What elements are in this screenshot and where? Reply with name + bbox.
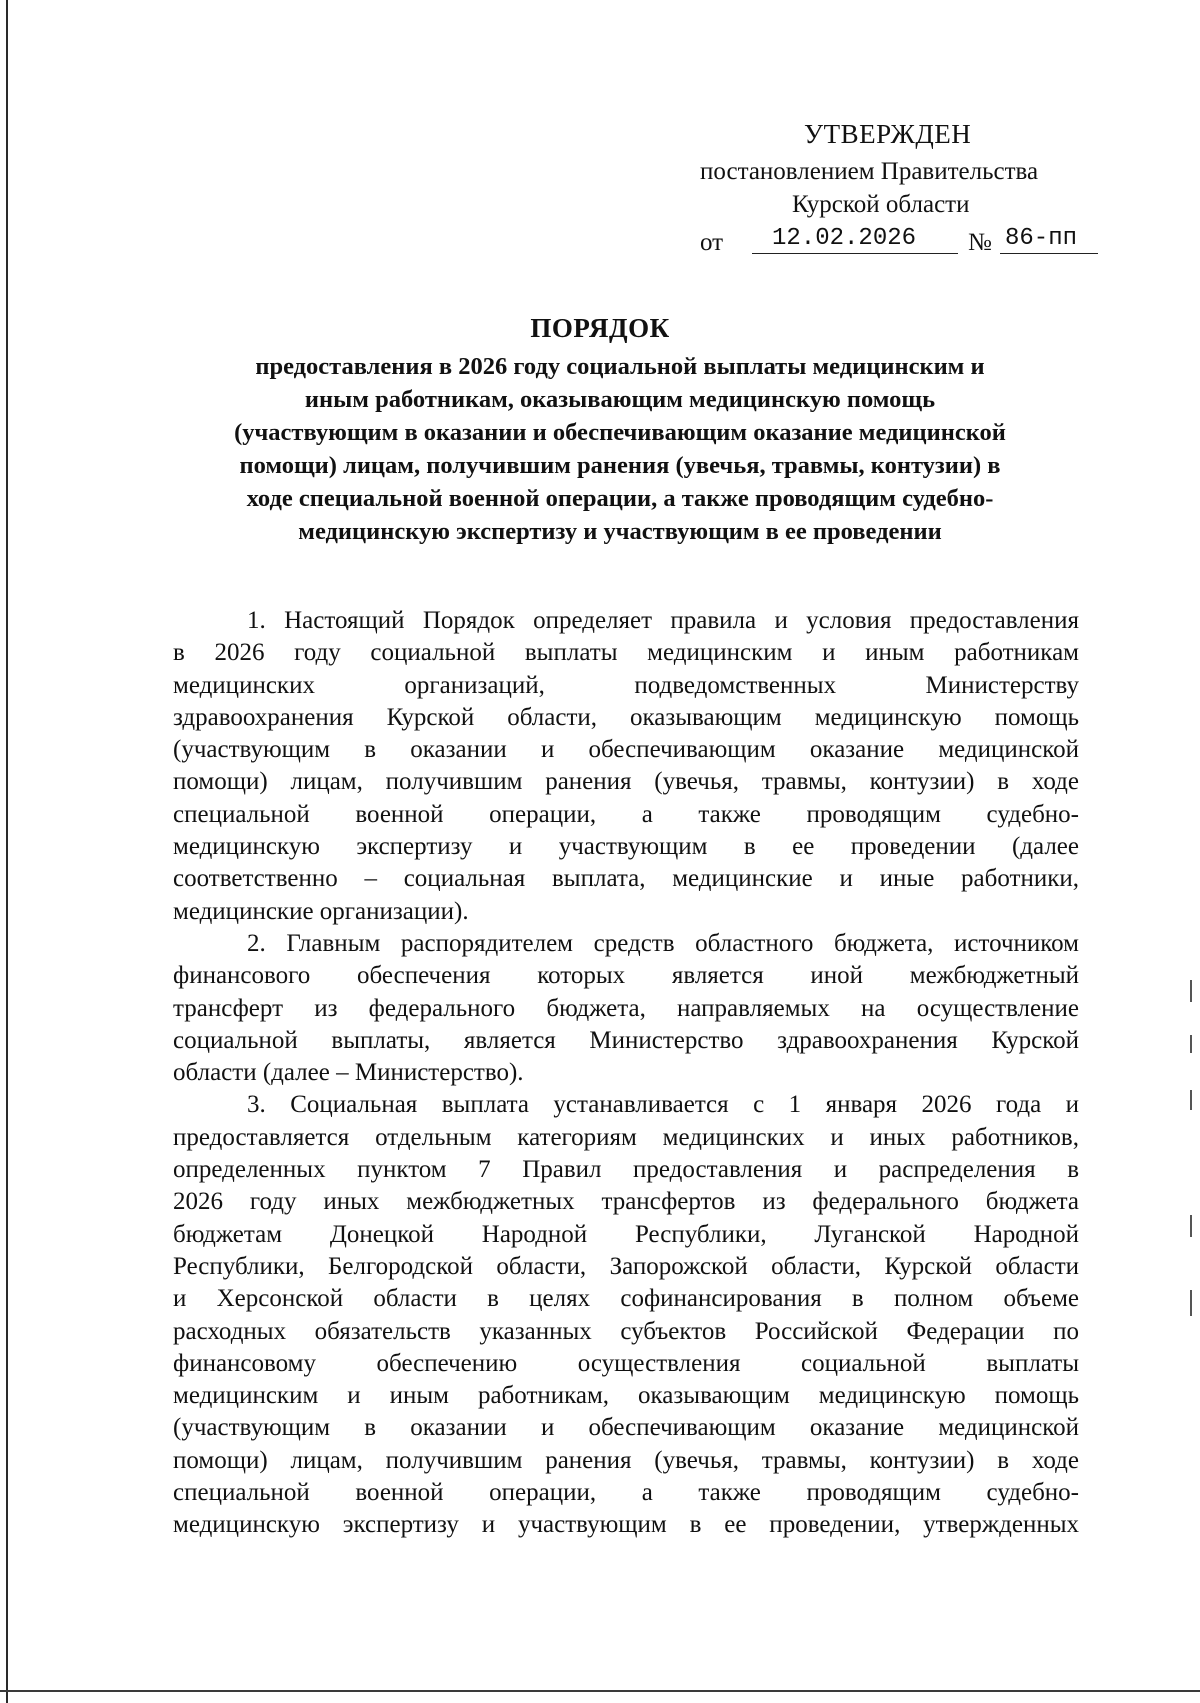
scan-speck (1190, 1215, 1192, 1237)
paragraph-line: помощи) лицам, получившим ранения (увечья, травмы, контузии) в ходе (173, 1446, 1079, 1474)
from-label: от (700, 229, 724, 256)
paragraph (173, 1089, 1079, 1541)
paragraph-line: Республики, Белгородской области, Запорожской области, Курской области (173, 1252, 1079, 1280)
paragraph-line: предоставляется отдельным категориям медицинских и иных работников, (173, 1123, 1079, 1151)
subtitle-line: иным работникам, оказывающим медицинскую помощь (304, 386, 936, 413)
paragraph-line: (участвующим в оказании и обеспечивающим оказание медицинской (173, 736, 1079, 764)
paragraph-line: медицинские организации). (173, 897, 469, 925)
paragraph-line: финансовому обеспечению осуществления социальной выплаты (173, 1349, 1079, 1377)
resolution-date: 12.02.2026 (772, 225, 917, 252)
paragraph-line: соответственно – социальная выплата, медицинские и иные работники, (173, 865, 1079, 893)
approved-label: УТВЕРЖДЕН (804, 119, 972, 149)
scan-speck (1190, 980, 1192, 1002)
subtitle-line: предоставления в 2026 году социальной выплаты медицинским и (255, 353, 985, 380)
paragraph-line: 2026 году иных межбюджетных трансфертов из федерального бюджета (173, 1188, 1079, 1216)
scan-edge-bottom (0, 1690, 1200, 1692)
paragraph-line: специальной военной операции, а также проводящим судебно- (173, 800, 1079, 828)
paragraph-line: области (далее – Министерство). (173, 1059, 524, 1087)
document-body (173, 605, 1079, 1542)
paragraph-line: определенных пунктом 7 Правил предоставления и распределения в (173, 1156, 1079, 1184)
paragraph-line: и Херсонской области в целях софинансирования в полном объеме (173, 1285, 1079, 1313)
paragraph-line: медицинскую экспертизу и участвующим в ее проведении, утвержденных (173, 1511, 1079, 1539)
paragraph-line: в 2026 году социальной выплаты медицинским и иным работникам (173, 639, 1079, 667)
scan-edge-left (6, 0, 8, 1703)
paragraph-line: 1. Настоящий Порядок определяет правила и условия предоставления (247, 607, 1079, 634)
document-title: ПОРЯДОК (530, 313, 670, 343)
paragraph-line: финансового обеспечения которых является иной межбюджетный (173, 962, 1079, 990)
subtitle-line: ходе специальной военной операции, а также проводящим судебно- (246, 485, 994, 512)
paragraph-line: трансферт из федерального бюджета, направляемых на осуществление (173, 994, 1079, 1022)
paragraph (173, 605, 1079, 928)
subtitle-line: (участвующим в оказании и обеспечивающим оказание медицинской (234, 419, 1006, 446)
number-sign: № (968, 229, 992, 256)
paragraph-line: здравоохранения Курской области, оказывающим медицинскую помощь (173, 703, 1079, 731)
document-subtitle (170, 350, 1070, 548)
paragraph-line: медицинским и иным работникам, оказывающим медицинскую помощь (173, 1382, 1079, 1410)
paragraph (173, 928, 1079, 1089)
region-label: Курской области (792, 191, 970, 218)
paragraph-line: (участвующим в оказании и обеспечивающим оказание медицинской (173, 1414, 1079, 1442)
paragraph-line: медицинских организаций, подведомственных Министерству (173, 671, 1079, 699)
paragraph-line: 2. Главным распорядителем средств областного бюджета, источником (247, 929, 1079, 957)
scan-speck (1190, 1035, 1192, 1053)
subtitle-line: медицинскую экспертизу и участвующим в ее проведении (298, 518, 942, 545)
paragraph-line: медицинскую экспертизу и участвующим в ее проведении (далее (173, 833, 1079, 861)
paragraph-line: специальной военной операции, а также проводящим судебно- (173, 1479, 1079, 1507)
date-number-row (700, 222, 1100, 258)
paragraph-line: бюджетам Донецкой Народной Республики, Луганской Народной (173, 1220, 1079, 1248)
paragraph-line: расходных обязательств указанных субъектов Российской Федерации по (173, 1317, 1079, 1345)
resolution-label: постановлением Правительства (700, 158, 1039, 185)
paragraph-line: 3. Социальная выплата устанавливается с 1 января 2026 года и (247, 1091, 1079, 1119)
scan-speck (1190, 1290, 1192, 1316)
subtitle-line: помощи) лицам, получившим ранения (увечья, травмы, контузии) в (239, 452, 1001, 479)
paragraph-line: социальной выплаты, является Министерство здравоохранения Курской (173, 1026, 1079, 1054)
scan-speck (1190, 1090, 1192, 1110)
resolution-number: 86-пп (1005, 225, 1078, 252)
paragraph-line: помощи) лицам, получившим ранения (увечья, травмы, контузии) в ходе (173, 768, 1079, 796)
